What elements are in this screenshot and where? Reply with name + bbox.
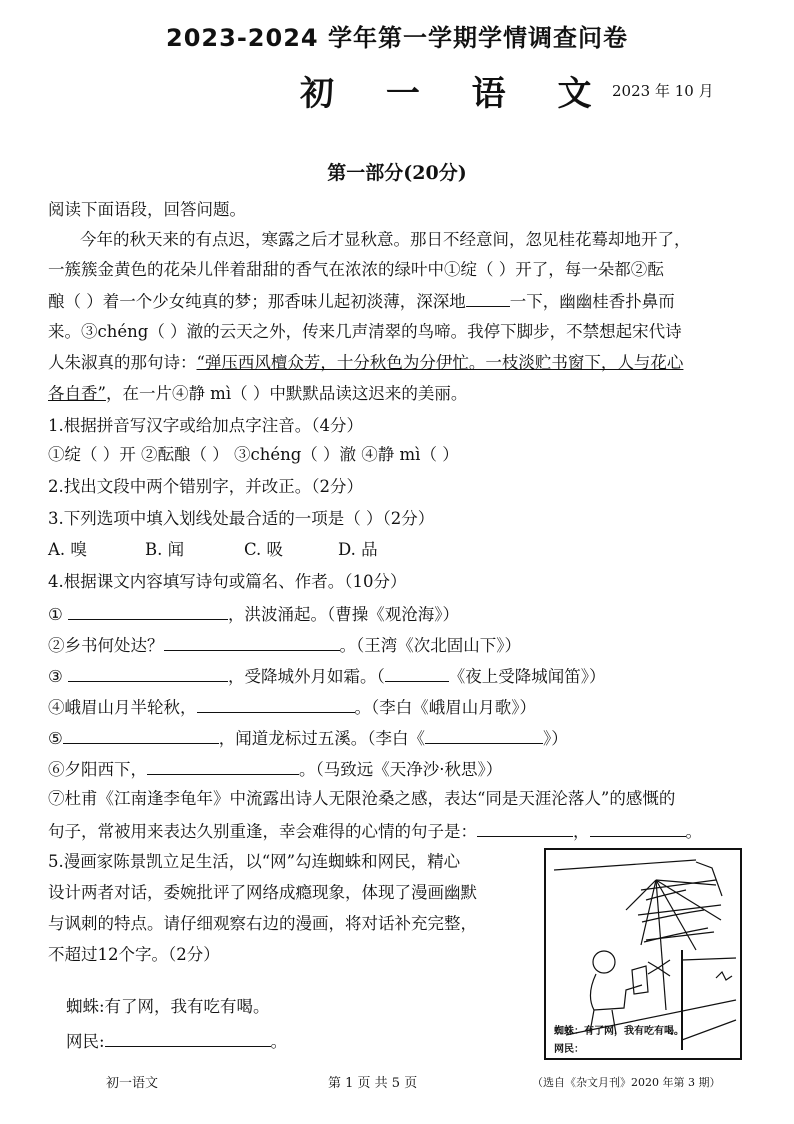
web-thread xyxy=(554,860,696,870)
passage-line-5-a: 人朱淑真的那句诗： xyxy=(48,353,197,372)
netizen-dialogue xyxy=(66,1032,287,1051)
subject-title: 初 一 语 文 xyxy=(300,74,612,114)
q4-item-1-label: ① xyxy=(48,605,63,624)
option-a: A. 嗅 xyxy=(48,540,87,559)
underline-blank[interactable] xyxy=(466,292,510,307)
spider-dialogue: 蜘蛛:有了网，我有吃有喝。 xyxy=(66,997,270,1016)
period: 。 xyxy=(685,822,702,841)
answer-blank[interactable] xyxy=(425,729,543,744)
q4-item-3-source: 《夜上受降城闻笛》） xyxy=(448,667,606,686)
comic-caption-netizen: 网民： xyxy=(554,1044,584,1055)
option-d: D. 品 xyxy=(338,540,378,559)
option-b: B. 闻 xyxy=(145,540,185,559)
netizen-label: 网民: xyxy=(66,1032,105,1051)
passage-line-1: 今年的秋天来的有点迟，寒露之后才显秋意。那日不经意间，忽见桂花蓦却地开了， xyxy=(80,230,691,249)
comic-illustration xyxy=(544,848,742,1060)
q4-item-3-text: ，受降城外月如霜。（ xyxy=(228,667,385,686)
answer-blank[interactable] xyxy=(477,822,573,837)
question-1-stem: 1.根据拼音写汉字或给加点字注音。（4分） xyxy=(48,416,363,435)
q4-item-6-text: ⑥夕阳西下， xyxy=(48,760,147,779)
q4-item-3 xyxy=(48,667,606,686)
q4-item-3-label: ③ xyxy=(48,667,63,686)
period: 。 xyxy=(270,1032,288,1051)
answer-blank[interactable] xyxy=(63,729,219,744)
q4-item-7-line-1: ⑦杜甫《江南逢李龟年》中流露出诗人无限沧桑之感，表达“同是天涯沦落人”的感慨的 xyxy=(48,789,676,808)
q4-item-1 xyxy=(48,605,459,624)
q4-item-6 xyxy=(48,760,502,779)
q4-item-7-line-2 xyxy=(48,822,702,841)
answer-blank[interactable] xyxy=(385,667,449,682)
passage-line-5 xyxy=(48,355,683,372)
passage-line-3-a: 酿（ ）着一个少女纯真的梦；那香味儿起初淡薄，深深地 xyxy=(48,292,466,311)
q4-item-4-source: 。（李白《峨眉山月歌》） xyxy=(354,698,536,717)
passage-line-3-b: 一下，幽幽桂香扑鼻而 xyxy=(509,292,675,311)
passage-line-4: 来。③chéng（ ）澈的云天之外，传来几声清翠的鸟啼。我停下脚步，不禁想起宋代诗 xyxy=(48,322,682,341)
q4-item-1-text: ，洪波涌起。（曹操《观沧海》） xyxy=(228,605,460,624)
person-head xyxy=(593,951,615,973)
footer-subject: 初一语文 xyxy=(106,1076,159,1091)
q4-item-2-source: 。（王湾《次北固山下》） xyxy=(339,636,521,655)
page-number: 第 1 页 共 5 页 xyxy=(328,1076,418,1091)
question-5-line-3: 与讽刺的特点。请仔细观察右边的漫画，将对话补充完整， xyxy=(48,914,477,933)
q4-item-4 xyxy=(48,698,536,717)
q4-item-4-text: ④峨眉山月半轮秋， xyxy=(48,698,197,717)
q4-item-2 xyxy=(48,636,521,655)
q4-item-5 xyxy=(48,729,568,748)
answer-blank[interactable] xyxy=(197,698,355,713)
q4-item-5-source: 》） xyxy=(543,729,568,748)
question-5-line-4: 不超过12个字。（2分） xyxy=(48,945,220,964)
q4-item-2-text: ②乡书何处达？ xyxy=(48,636,164,655)
poem-quote: “弹压西风檀众芳，十分秋色为分伊忙。一枝淡贮书窗下，人与花心 xyxy=(196,353,684,372)
question-2-stem: 2.找出文段中两个错别字，并改正。（2分） xyxy=(48,477,363,496)
section-title: 第一部分(20分) xyxy=(327,162,467,184)
exam-date: 2023 年 10 月 xyxy=(612,82,714,100)
passage-intro: 阅读下面语段，回答问题。 xyxy=(48,200,246,219)
answer-blank[interactable] xyxy=(147,760,299,775)
comma: ， xyxy=(573,822,590,841)
passage-line-6 xyxy=(48,386,467,403)
answer-blank[interactable] xyxy=(590,822,686,837)
passage-line-3 xyxy=(48,292,675,311)
question-3-stem: 3.下列选项中填入划线处最合适的一项是（ ）（2分） xyxy=(48,509,435,528)
answer-blank[interactable] xyxy=(68,605,228,620)
comic-caption-spider: 蜘蛛：有了网，我有吃有喝。 xyxy=(554,1026,684,1037)
answer-blank[interactable] xyxy=(164,636,340,651)
comic-source: （选自《杂文月刊》2020 年第 3 期） xyxy=(532,1076,721,1089)
passage-line-2: 一簇簇金黄色的花朵儿伴着甜甜的香气在浓浓的绿叶中①绽（ ）开了，每一朵都②酝 xyxy=(48,260,664,279)
question-1-items: ①绽（ ）开 ②酝酿（ ） ③chéng（ ）澈 ④静 mì（ ） xyxy=(48,445,459,464)
q4-item-6-source: 。（马致远《天净沙·秋思》） xyxy=(299,760,503,779)
question-5-line-2: 设计两者对话，委婉批评了网络成瘾现象，体现了漫画幽默 xyxy=(48,883,477,902)
q4-item-5-label: ⑤ xyxy=(48,729,63,748)
option-c: C. 吸 xyxy=(244,540,284,559)
poem-quote-end: 各自香” xyxy=(48,384,106,403)
passage-line-6-b: ，在一片④静 mì（ ）中默默品读这迟来的美丽。 xyxy=(105,384,468,403)
q4-item-7-text: 句子，常被用来表达久别重逢，幸会难得的心情的句子是： xyxy=(48,822,477,841)
question-5-line-1: 5.漫画家陈景凯立足生活，以“网”勾连蜘蛛和网民，精心 xyxy=(48,852,461,871)
q4-item-5-text: ，闻道龙标过五溪。（李白《 xyxy=(218,729,426,748)
question-4-stem: 4.根据课文内容填写诗句或篇名、作者。（10分） xyxy=(48,572,407,591)
exam-title: 2023-2024 学年第一学期学情调查问卷 xyxy=(166,24,628,52)
answer-blank[interactable] xyxy=(105,1032,271,1047)
answer-blank[interactable] xyxy=(68,667,228,682)
